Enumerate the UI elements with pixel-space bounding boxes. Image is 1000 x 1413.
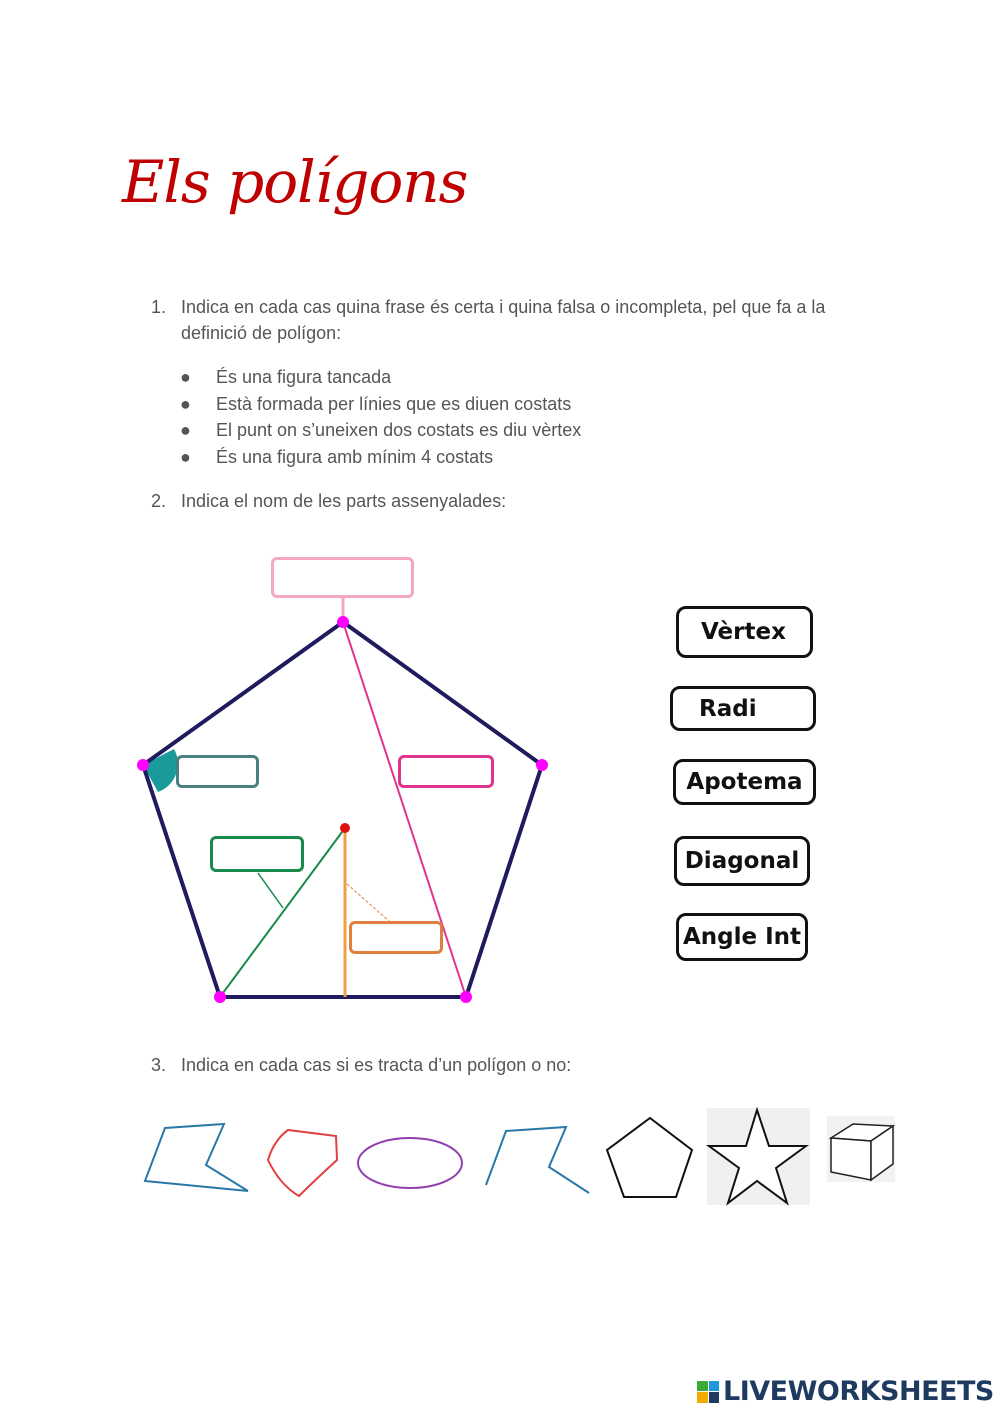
statement-text: Està formada per línies que es diuen costats xyxy=(216,393,572,414)
word-bank-radius[interactable]: Radi xyxy=(670,686,816,731)
question-3 xyxy=(151,1052,891,1078)
statement-text: És una figura tancada xyxy=(216,367,392,387)
figure-open-polygon-1[interactable] xyxy=(145,1124,248,1191)
answer-box-diagonal[interactable] xyxy=(398,755,494,788)
question-text: Indica en cada cas quina frase és certa i quina falsa o incompleta, pel que fa a la definició de polígon: xyxy=(181,297,826,343)
answer-box-angle[interactable] xyxy=(176,755,259,788)
word-bank-angle[interactable]: Angle Int xyxy=(676,913,808,961)
figure-cube[interactable] xyxy=(827,1116,895,1182)
center-point xyxy=(340,823,350,833)
word-bank-vertex[interactable]: Vèrtex xyxy=(676,606,813,658)
figure-star[interactable] xyxy=(707,1108,810,1205)
question-text: Indica el nom de les parts assenyalades: xyxy=(181,491,507,511)
radius-leader-line xyxy=(258,873,283,908)
apothem-leader-line xyxy=(347,884,390,922)
liveworksheets-logo-icon xyxy=(697,1381,719,1403)
word-bank-diagonal[interactable]: Diagonal xyxy=(674,836,810,886)
answer-box-apothem[interactable] xyxy=(349,921,443,954)
bullet-icon: ● xyxy=(180,367,191,387)
figure-open-polyline[interactable] xyxy=(486,1127,589,1193)
statement-text: El punt on s’uneixen dos costats es diu vèrtex xyxy=(216,420,582,441)
question-number: 3. xyxy=(151,1055,167,1075)
brand-name: LIVEWORKSHEETS xyxy=(723,1376,994,1407)
bullet-icon: ● xyxy=(180,447,191,468)
vertex-dot xyxy=(460,991,472,1003)
pentagon-shape xyxy=(143,622,542,997)
word-bank-apothem[interactable]: Apotema xyxy=(673,759,816,805)
figure-pentagon[interactable] xyxy=(607,1118,692,1197)
vertex-dot xyxy=(214,991,226,1003)
answer-box-vertex[interactable] xyxy=(271,557,414,598)
question-number: 1. xyxy=(151,297,167,317)
figure-curved-shape[interactable] xyxy=(268,1130,337,1196)
question-number: 2. xyxy=(151,491,167,511)
bullet-icon: ● xyxy=(180,393,191,414)
liveworksheets-brand xyxy=(697,1376,994,1407)
bullet-icon: ● xyxy=(180,420,191,441)
question-text: Indica en cada cas si es tracta d’un polígon o no: xyxy=(181,1055,572,1075)
vertex-dot xyxy=(337,616,349,628)
page-title: Els polígons xyxy=(122,148,468,216)
vertex-dot xyxy=(536,759,548,771)
figure-ellipse[interactable] xyxy=(358,1138,462,1188)
vertex-dot xyxy=(137,759,149,771)
statement-text: És una figura amb mínim 4 costats xyxy=(216,447,494,468)
answer-box-radius[interactable] xyxy=(210,836,304,872)
